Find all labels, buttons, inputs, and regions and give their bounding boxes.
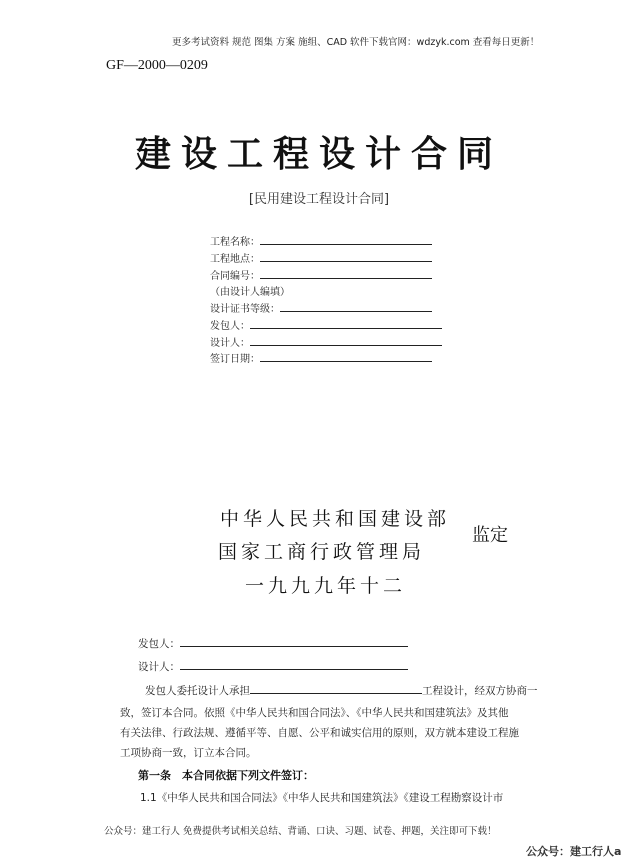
- document-subtitle: [民用建设工程设计合同]: [248, 192, 390, 207]
- field-label: 工程名称：: [210, 237, 260, 248]
- authority-line-1: 中华人民共和国建设部: [220, 508, 451, 530]
- footer-note: 公众号：建工行人 免费提供考试相关总结、背诵、口诀、习题、试卷、押题，关注即可下载！: [104, 826, 497, 837]
- field-label: 工程地点：: [210, 254, 260, 265]
- contract-code: GF—2000—0209: [106, 58, 208, 73]
- party-designer: [138, 659, 408, 674]
- field-label: 设计人：: [210, 338, 250, 349]
- field-label: 设计证书等级：: [210, 304, 280, 315]
- fill-line: [260, 252, 432, 262]
- body-text: 发包人委托设计人承担: [145, 685, 250, 697]
- fill-line: [250, 336, 442, 346]
- article-1-heading: 第一条 本合同依据下列文件签订：: [138, 769, 314, 782]
- field-project-name: [210, 233, 432, 248]
- field-label: 签订日期：: [210, 354, 260, 365]
- party-label: 发包人：: [138, 638, 180, 650]
- field-contract-number: [210, 267, 432, 282]
- clause-1-1: 1.1《中华人民共和国合同法》《中华人民共和国建筑法》《建设工程勘察设计市: [140, 792, 504, 804]
- authority-line-2: 国家工商行政管理局: [218, 541, 426, 563]
- field-project-location: [210, 250, 432, 265]
- fill-line: [180, 636, 408, 647]
- body-line-2: 致，签订本合同。依照《中华人民共和国合同法》、《中华人民共和国建筑法》及其他: [120, 707, 509, 719]
- watermark: 公众号：建工行人a: [526, 845, 622, 858]
- field-sign-date: [210, 350, 432, 365]
- supervision-label: 监定: [472, 525, 508, 546]
- body-line-3: 有关法律、行政法规、遵循平等、自愿、公平和诚实信用的原则，双方就本建设工程施: [120, 727, 519, 739]
- fill-line: [250, 683, 422, 694]
- party-client: [138, 636, 408, 651]
- field-designer: [210, 334, 442, 349]
- field-note: [210, 283, 290, 298]
- header-note: 更多考试资料 规范 图集 方案 施组、CAD 软件下载官网：wdzyk.com 查看每日更新！: [172, 37, 540, 48]
- authority-line-3: 一九九九年十二: [245, 575, 407, 597]
- body-line-4: 工项协商一致，订立本合同。: [120, 747, 257, 759]
- fill-line: [250, 319, 442, 329]
- field-client: [210, 317, 442, 332]
- fill-line: [260, 269, 432, 279]
- fill-line: [260, 352, 432, 362]
- document-title: 建设工程设计合同: [134, 133, 503, 175]
- fill-line: [280, 302, 432, 312]
- field-label: （由设计人编填）: [210, 287, 290, 298]
- field-certificate-grade: [210, 300, 432, 315]
- field-label: 发包人：: [210, 321, 250, 332]
- body-line-1: [145, 683, 538, 698]
- party-label: 设计人：: [138, 661, 180, 673]
- fill-line: [260, 235, 432, 245]
- body-text: 工程设计，经双方协商一: [422, 685, 538, 697]
- field-label: 合同编号：: [210, 271, 260, 282]
- fill-line: [180, 659, 408, 670]
